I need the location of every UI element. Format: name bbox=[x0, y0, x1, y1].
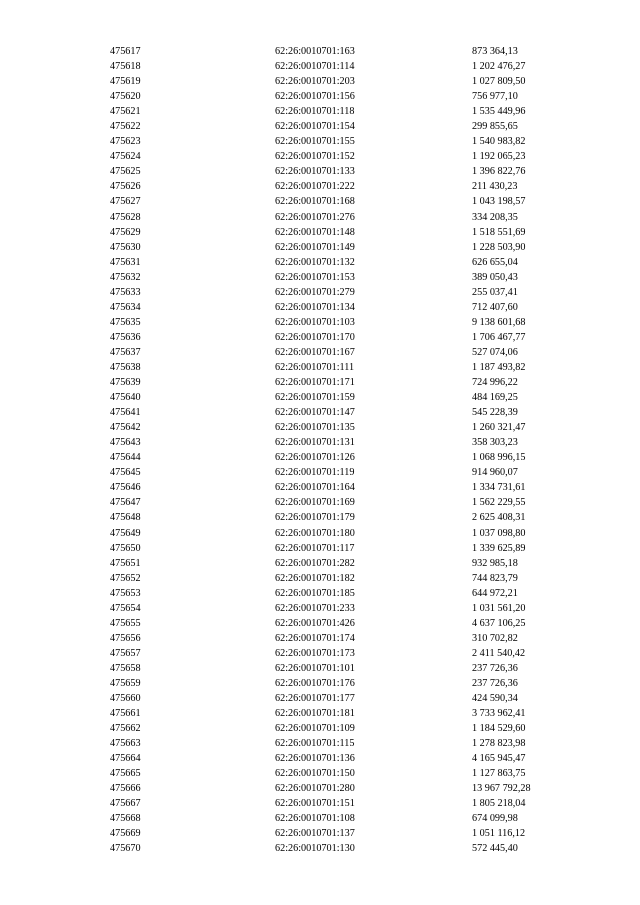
row-number: 475653 bbox=[110, 587, 141, 599]
table-row bbox=[0, 74, 640, 89]
cadastral-value: 932 985,18 bbox=[472, 557, 518, 569]
cadastral-value: 712 407,60 bbox=[472, 301, 518, 313]
row-number: 475644 bbox=[110, 452, 141, 464]
data-table bbox=[0, 44, 640, 857]
cadastral-number: 62:26:0010701:117 bbox=[275, 542, 355, 554]
table-row bbox=[0, 450, 640, 465]
row-number: 475657 bbox=[110, 647, 141, 659]
table-row bbox=[0, 766, 640, 781]
table-row bbox=[0, 676, 640, 691]
table-row bbox=[0, 390, 640, 405]
cadastral-number: 62:26:0010701:131 bbox=[275, 437, 355, 449]
table-row bbox=[0, 586, 640, 601]
table-row bbox=[0, 179, 640, 194]
row-number: 475629 bbox=[110, 226, 141, 238]
cadastral-number: 62:26:0010701:149 bbox=[275, 241, 355, 253]
row-number: 475640 bbox=[110, 392, 141, 404]
cadastral-value: 744 823,79 bbox=[472, 572, 518, 584]
table-row bbox=[0, 556, 640, 571]
row-number: 475666 bbox=[110, 783, 141, 795]
table-row bbox=[0, 194, 640, 209]
cadastral-value: 1 396 822,76 bbox=[472, 166, 526, 178]
table-row bbox=[0, 796, 640, 811]
row-number: 475652 bbox=[110, 572, 141, 584]
cadastral-value: 2 411 540,42 bbox=[472, 647, 526, 659]
cadastral-number: 62:26:0010701:150 bbox=[275, 768, 355, 780]
row-number: 475621 bbox=[110, 106, 141, 118]
cadastral-value: 1 278 823,98 bbox=[472, 738, 526, 750]
cadastral-value: 1 184 529,60 bbox=[472, 723, 526, 735]
row-number: 475628 bbox=[110, 211, 141, 223]
table-row bbox=[0, 134, 640, 149]
cadastral-value: 4 637 106,25 bbox=[472, 617, 526, 629]
table-row bbox=[0, 601, 640, 616]
cadastral-value: 3 733 962,41 bbox=[472, 708, 526, 720]
cadastral-number: 62:26:0010701:174 bbox=[275, 632, 355, 644]
row-number: 475643 bbox=[110, 437, 141, 449]
table-row bbox=[0, 270, 640, 285]
cadastral-number: 62:26:0010701:177 bbox=[275, 693, 355, 705]
row-number: 475636 bbox=[110, 331, 141, 343]
cadastral-number: 62:26:0010701:134 bbox=[275, 301, 355, 313]
table-row bbox=[0, 841, 640, 856]
cadastral-value: 9 138 601,68 bbox=[472, 316, 526, 328]
cadastral-value: 1 562 229,55 bbox=[472, 497, 526, 509]
table-row bbox=[0, 420, 640, 435]
cadastral-number: 62:26:0010701:137 bbox=[275, 828, 355, 840]
cadastral-number: 62:26:0010701:152 bbox=[275, 151, 355, 163]
row-number: 475639 bbox=[110, 377, 141, 389]
table-row bbox=[0, 285, 640, 300]
table-row bbox=[0, 465, 640, 480]
table-row bbox=[0, 405, 640, 420]
cadastral-number: 62:26:0010701:148 bbox=[275, 226, 355, 238]
cadastral-number: 62:26:0010701:179 bbox=[275, 512, 355, 524]
cadastral-number: 62:26:0010701:185 bbox=[275, 587, 355, 599]
cadastral-number: 62:26:0010701:119 bbox=[275, 467, 355, 479]
table-row bbox=[0, 616, 640, 631]
cadastral-number: 62:26:0010701:154 bbox=[275, 121, 355, 133]
cadastral-value: 310 702,82 bbox=[472, 632, 518, 644]
cadastral-value: 572 445,40 bbox=[472, 843, 518, 855]
cadastral-number: 62:26:0010701:203 bbox=[275, 76, 355, 88]
cadastral-number: 62:26:0010701:168 bbox=[275, 196, 355, 208]
cadastral-number: 62:26:0010701:163 bbox=[275, 46, 355, 57]
row-number: 475634 bbox=[110, 301, 141, 313]
table-row bbox=[0, 541, 640, 556]
cadastral-number: 62:26:0010701:101 bbox=[275, 662, 355, 674]
cadastral-value: 424 590,34 bbox=[472, 693, 518, 705]
cadastral-number: 62:26:0010701:135 bbox=[275, 422, 355, 434]
cadastral-number: 62:26:0010701:115 bbox=[275, 738, 355, 750]
cadastral-value: 1 228 503,90 bbox=[472, 241, 526, 253]
row-number: 475669 bbox=[110, 828, 141, 840]
cadastral-value: 13 967 792,28 bbox=[472, 783, 531, 795]
cadastral-number: 62:26:0010701:133 bbox=[275, 166, 355, 178]
row-number: 475648 bbox=[110, 512, 141, 524]
row-number: 475617 bbox=[110, 46, 141, 57]
cadastral-value: 211 430,23 bbox=[472, 181, 518, 193]
cadastral-value: 334 208,35 bbox=[472, 211, 518, 223]
row-number: 475665 bbox=[110, 768, 141, 780]
row-number: 475654 bbox=[110, 602, 141, 614]
cadastral-number: 62:26:0010701:170 bbox=[275, 331, 355, 343]
table-row bbox=[0, 781, 640, 796]
row-number: 475635 bbox=[110, 316, 141, 328]
cadastral-value: 527 074,06 bbox=[472, 346, 518, 358]
row-number: 475618 bbox=[110, 61, 141, 73]
cadastral-number: 62:26:0010701:130 bbox=[275, 843, 355, 855]
cadastral-number: 62:26:0010701:169 bbox=[275, 497, 355, 509]
cadastral-number: 62:26:0010701:276 bbox=[275, 211, 355, 223]
cadastral-number: 62:26:0010701:426 bbox=[275, 617, 355, 629]
table-row bbox=[0, 330, 640, 345]
table-row bbox=[0, 646, 640, 661]
row-number: 475619 bbox=[110, 76, 141, 88]
cadastral-number: 62:26:0010701:103 bbox=[275, 316, 355, 328]
cadastral-number: 62:26:0010701:176 bbox=[275, 677, 355, 689]
row-number: 475633 bbox=[110, 286, 141, 298]
row-number: 475641 bbox=[110, 407, 141, 419]
row-number: 475637 bbox=[110, 346, 141, 358]
table-row bbox=[0, 826, 640, 841]
cadastral-value: 237 726,36 bbox=[472, 677, 518, 689]
cadastral-number: 62:26:0010701:173 bbox=[275, 647, 355, 659]
cadastral-number: 62:26:0010701:126 bbox=[275, 452, 355, 464]
table-row bbox=[0, 360, 640, 375]
row-number: 475658 bbox=[110, 662, 141, 674]
cadastral-value: 1 339 625,89 bbox=[472, 542, 526, 554]
row-number: 475638 bbox=[110, 361, 141, 373]
cadastral-value: 1 043 198,57 bbox=[472, 196, 526, 208]
row-number: 475645 bbox=[110, 467, 141, 479]
row-number: 475656 bbox=[110, 632, 141, 644]
cadastral-value: 1 068 996,15 bbox=[472, 452, 526, 464]
cadastral-number: 62:26:0010701:182 bbox=[275, 572, 355, 584]
cadastral-value: 674 099,98 bbox=[472, 813, 518, 825]
cadastral-value: 1 037 098,80 bbox=[472, 527, 526, 539]
table-row bbox=[0, 736, 640, 751]
cadastral-value: 1 031 561,20 bbox=[472, 602, 526, 614]
row-number: 475649 bbox=[110, 527, 141, 539]
cadastral-value: 873 364,13 bbox=[472, 46, 518, 57]
row-number: 475667 bbox=[110, 798, 141, 810]
cadastral-number: 62:26:0010701:171 bbox=[275, 377, 355, 389]
cadastral-number: 62:26:0010701:181 bbox=[275, 708, 355, 720]
row-number: 475627 bbox=[110, 196, 141, 208]
row-number: 475625 bbox=[110, 166, 141, 178]
table-row bbox=[0, 149, 640, 164]
cadastral-number: 62:26:0010701:282 bbox=[275, 557, 355, 569]
table-row bbox=[0, 721, 640, 736]
cadastral-value: 1 518 551,69 bbox=[472, 226, 526, 238]
row-number: 475661 bbox=[110, 708, 141, 720]
cadastral-value: 2 625 408,31 bbox=[472, 512, 526, 524]
table-row bbox=[0, 119, 640, 134]
row-number: 475651 bbox=[110, 557, 141, 569]
cadastral-number: 62:26:0010701:156 bbox=[275, 91, 355, 103]
table-row bbox=[0, 345, 640, 360]
table-row bbox=[0, 691, 640, 706]
row-number: 475655 bbox=[110, 617, 141, 629]
cadastral-value: 1 192 065,23 bbox=[472, 151, 526, 163]
cadastral-value: 1 540 983,82 bbox=[472, 136, 526, 148]
row-number: 475630 bbox=[110, 241, 141, 253]
cadastral-value: 299 855,65 bbox=[472, 121, 518, 133]
table-row bbox=[0, 811, 640, 826]
cadastral-number: 62:26:0010701:167 bbox=[275, 346, 355, 358]
cadastral-value: 644 972,21 bbox=[472, 587, 518, 599]
row-number: 475622 bbox=[110, 121, 141, 133]
cadastral-number: 62:26:0010701:136 bbox=[275, 753, 355, 765]
cadastral-value: 756 977,10 bbox=[472, 91, 518, 103]
cadastral-value: 1 187 493,82 bbox=[472, 361, 526, 373]
cadastral-number: 62:26:0010701:108 bbox=[275, 813, 355, 825]
cadastral-value: 389 050,43 bbox=[472, 271, 518, 283]
table-row bbox=[0, 164, 640, 179]
row-number: 475632 bbox=[110, 271, 141, 283]
cadastral-value: 1 202 476,27 bbox=[472, 61, 526, 73]
cadastral-number: 62:26:0010701:153 bbox=[275, 271, 355, 283]
table-row bbox=[0, 631, 640, 646]
table-row bbox=[0, 225, 640, 240]
table-row bbox=[0, 300, 640, 315]
table-row bbox=[0, 59, 640, 74]
table-row bbox=[0, 510, 640, 525]
cadastral-number: 62:26:0010701:132 bbox=[275, 256, 355, 268]
cadastral-value: 237 726,36 bbox=[472, 662, 518, 674]
row-number: 475642 bbox=[110, 422, 141, 434]
table-row bbox=[0, 44, 640, 59]
cadastral-number: 62:26:0010701:118 bbox=[275, 106, 355, 118]
cadastral-value: 1 805 218,04 bbox=[472, 798, 526, 810]
table-row bbox=[0, 240, 640, 255]
cadastral-value: 1 127 863,75 bbox=[472, 768, 526, 780]
cadastral-value: 484 169,25 bbox=[472, 392, 518, 404]
table-row bbox=[0, 706, 640, 721]
row-number: 475663 bbox=[110, 738, 141, 750]
table-row bbox=[0, 435, 640, 450]
cadastral-number: 62:26:0010701:279 bbox=[275, 286, 355, 298]
cadastral-value: 4 165 945,47 bbox=[472, 753, 526, 765]
cadastral-number: 62:26:0010701:180 bbox=[275, 527, 355, 539]
row-number: 475650 bbox=[110, 542, 141, 554]
cadastral-number: 62:26:0010701:147 bbox=[275, 407, 355, 419]
table-row bbox=[0, 661, 640, 676]
table-row bbox=[0, 751, 640, 766]
table-row bbox=[0, 495, 640, 510]
cadastral-number: 62:26:0010701:233 bbox=[275, 602, 355, 614]
row-number: 475646 bbox=[110, 482, 141, 494]
table-row bbox=[0, 526, 640, 541]
cadastral-number: 62:26:0010701:114 bbox=[275, 61, 355, 73]
table-row bbox=[0, 255, 640, 270]
row-number: 475670 bbox=[110, 843, 141, 855]
cadastral-number: 62:26:0010701:280 bbox=[275, 783, 355, 795]
cadastral-value: 1 535 449,96 bbox=[472, 106, 526, 118]
row-number: 475624 bbox=[110, 151, 141, 163]
row-number: 475659 bbox=[110, 677, 141, 689]
cadastral-number: 62:26:0010701:155 bbox=[275, 136, 355, 148]
table-row bbox=[0, 571, 640, 586]
table-row bbox=[0, 375, 640, 390]
cadastral-value: 914 960,07 bbox=[472, 467, 518, 479]
row-number: 475660 bbox=[110, 693, 141, 705]
cadastral-value: 545 228,39 bbox=[472, 407, 518, 419]
cadastral-value: 1 706 467,77 bbox=[472, 331, 526, 343]
cadastral-value: 255 037,41 bbox=[472, 286, 518, 298]
cadastral-value: 626 655,04 bbox=[472, 256, 518, 268]
cadastral-number: 62:26:0010701:151 bbox=[275, 798, 355, 810]
row-number: 475662 bbox=[110, 723, 141, 735]
table-row bbox=[0, 315, 640, 330]
table-row bbox=[0, 210, 640, 225]
cadastral-value: 1 334 731,61 bbox=[472, 482, 526, 494]
row-number: 475626 bbox=[110, 181, 141, 193]
cadastral-number: 62:26:0010701:164 bbox=[275, 482, 355, 494]
row-number: 475664 bbox=[110, 753, 141, 765]
row-number: 475623 bbox=[110, 136, 141, 148]
row-number: 475620 bbox=[110, 91, 141, 103]
cadastral-value: 724 996,22 bbox=[472, 377, 518, 389]
table-row bbox=[0, 480, 640, 495]
cadastral-number: 62:26:0010701:111 bbox=[275, 361, 355, 373]
row-number: 475631 bbox=[110, 256, 141, 268]
table-row bbox=[0, 89, 640, 104]
row-number: 475647 bbox=[110, 497, 141, 509]
cadastral-number: 62:26:0010701:109 bbox=[275, 723, 355, 735]
cadastral-value: 358 303,23 bbox=[472, 437, 518, 449]
row-number: 475668 bbox=[110, 813, 141, 825]
cadastral-number: 62:26:0010701:222 bbox=[275, 181, 355, 193]
cadastral-value: 1 260 321,47 bbox=[472, 422, 526, 434]
cadastral-number: 62:26:0010701:159 bbox=[275, 392, 355, 404]
table-row bbox=[0, 104, 640, 119]
cadastral-value: 1 051 116,12 bbox=[472, 828, 526, 840]
cadastral-value: 1 027 809,50 bbox=[472, 76, 526, 88]
